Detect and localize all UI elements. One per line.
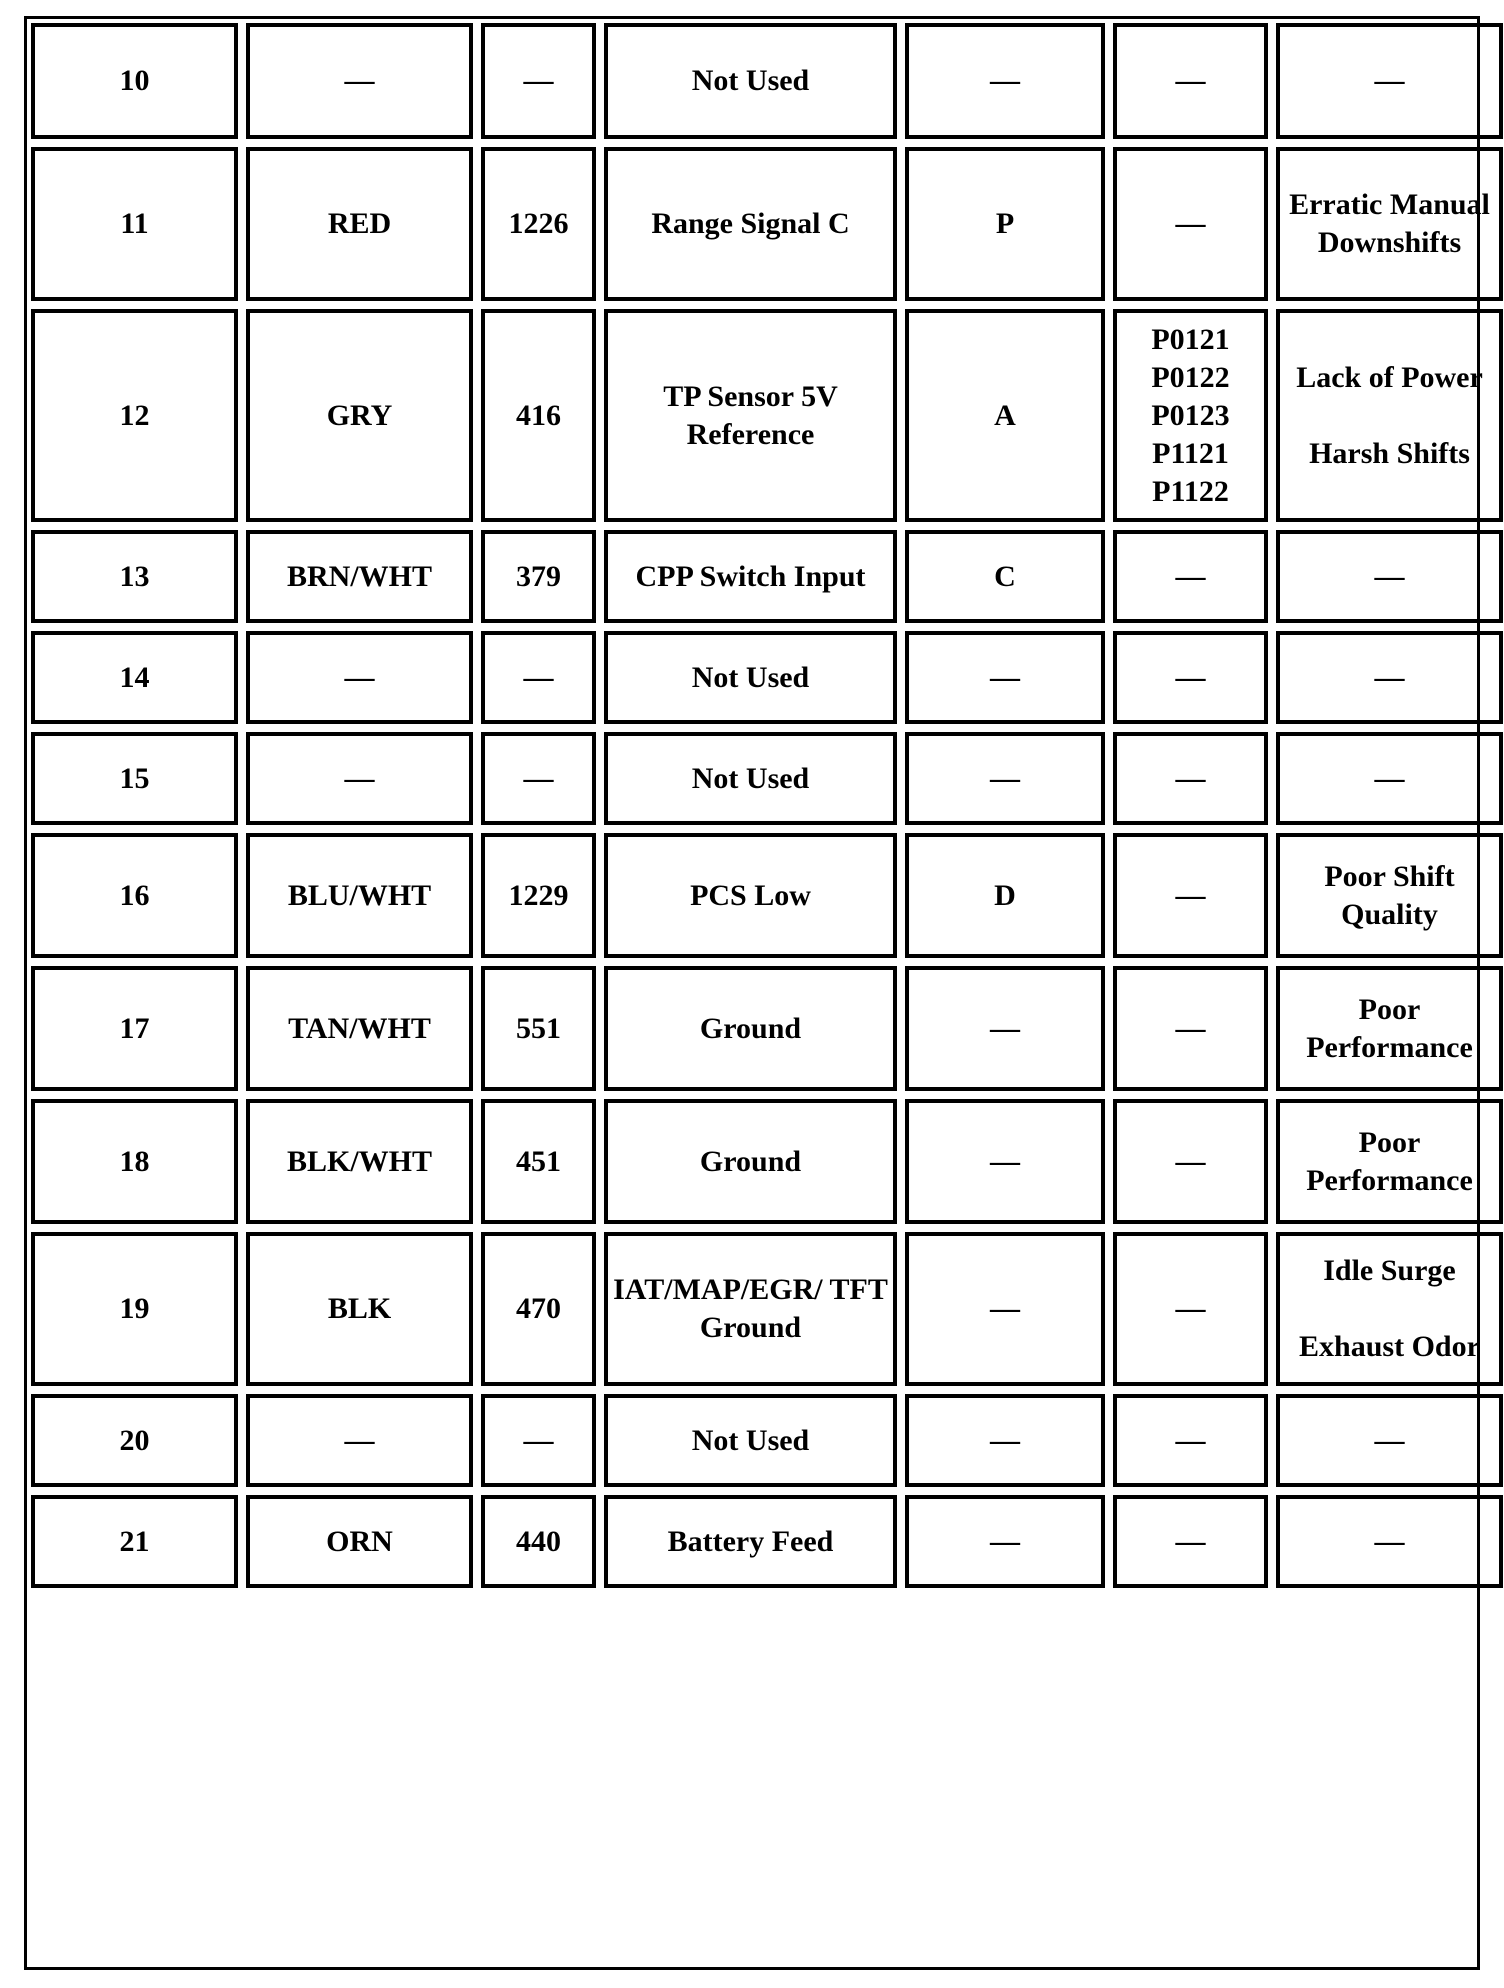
dtc-cell-line: —: [1175, 660, 1206, 694]
pin-cell: 10: [31, 23, 238, 139]
circuit-number-cell: 451: [481, 1099, 596, 1224]
function-cell: Not Used: [604, 23, 897, 139]
dtc-cell: [1113, 147, 1268, 301]
symptom-cell-line: Lack of Power: [1296, 360, 1483, 394]
wire-color-cell: GRY: [246, 309, 473, 522]
wire-color-cell: ORN: [246, 1495, 473, 1588]
symptom-cell: [1276, 1394, 1503, 1487]
symptom-cell-line: Poor Performance: [1306, 992, 1473, 1064]
connector-cell: C: [905, 530, 1105, 623]
dtc-cell-line: —: [1175, 761, 1206, 795]
table-row: [31, 23, 1503, 139]
connector-cell: —: [905, 966, 1105, 1091]
function-cell: Ground: [604, 966, 897, 1091]
table-row: [31, 309, 1503, 522]
circuit-number-cell: —: [481, 23, 596, 139]
wire-color-cell: RED: [246, 147, 473, 301]
dtc-cell: [1113, 1099, 1268, 1224]
pinout-table-frame: [24, 16, 1490, 1970]
pin-cell: 13: [31, 530, 238, 623]
function-cell: CPP Switch Input: [604, 530, 897, 623]
connector-cell: A: [905, 309, 1105, 522]
connector-cell: —: [905, 631, 1105, 724]
connector-cell: —: [905, 732, 1105, 825]
dtc-cell: [1113, 1394, 1268, 1487]
dtc-cell-line: —: [1175, 878, 1206, 912]
pin-cell: 16: [31, 833, 238, 958]
circuit-number-cell: 379: [481, 530, 596, 623]
connector-cell: —: [905, 1099, 1105, 1224]
wire-color-cell: —: [246, 1394, 473, 1487]
dtc-cell-line: P1122: [1152, 474, 1229, 508]
dtc-cell-line: P0121: [1151, 322, 1230, 356]
table-row: [31, 833, 1503, 958]
symptom-cell-line: Harsh Shifts: [1309, 436, 1470, 470]
table-row: [31, 966, 1503, 1091]
function-cell: Not Used: [604, 631, 897, 724]
symptom-cell: [1276, 732, 1503, 825]
symptom-cell: [1276, 631, 1503, 724]
table-row: [31, 1232, 1503, 1386]
connector-cell: D: [905, 833, 1105, 958]
symptom-cell-line: —: [1374, 559, 1405, 593]
table-row: [31, 1394, 1503, 1487]
dtc-cell: [1113, 732, 1268, 825]
pin-cell: 14: [31, 631, 238, 724]
dtc-cell-line: —: [1175, 1524, 1206, 1558]
dtc-cell-line: P0123: [1151, 398, 1230, 432]
dtc-cell-line: —: [1175, 559, 1206, 593]
wire-color-cell: BLK/WHT: [246, 1099, 473, 1224]
circuit-number-cell: —: [481, 1394, 596, 1487]
function-cell: Not Used: [604, 1394, 897, 1487]
dtc-cell-line: —: [1175, 1144, 1206, 1178]
circuit-number-cell: 551: [481, 966, 596, 1091]
dtc-cell-line: P0122: [1151, 360, 1230, 394]
table-row: [31, 732, 1503, 825]
circuit-number-cell: 416: [481, 309, 596, 522]
pin-cell: 11: [31, 147, 238, 301]
pin-cell: 20: [31, 1394, 238, 1487]
circuit-number-cell: —: [481, 631, 596, 724]
wire-color-cell: TAN/WHT: [246, 966, 473, 1091]
symptom-cell-line: —: [1374, 1524, 1405, 1558]
table-row: [31, 1099, 1503, 1224]
circuit-number-cell: 1229: [481, 833, 596, 958]
symptom-cell: [1276, 833, 1503, 958]
dtc-cell: [1113, 530, 1268, 623]
dtc-cell: [1113, 833, 1268, 958]
symptom-cell: [1276, 309, 1503, 522]
dtc-cell-line: —: [1175, 1423, 1206, 1457]
pin-cell: 17: [31, 966, 238, 1091]
symptom-cell-line: Poor Performance: [1306, 1125, 1473, 1197]
table-body: [31, 23, 1503, 1588]
pinout-table: [23, 15, 1504, 1596]
dtc-cell: [1113, 1495, 1268, 1588]
dtc-cell: [1113, 631, 1268, 724]
pin-cell: 12: [31, 309, 238, 522]
symptom-cell: [1276, 966, 1503, 1091]
connector-cell: —: [905, 23, 1105, 139]
wire-color-cell: —: [246, 732, 473, 825]
table-row: [31, 631, 1503, 724]
circuit-number-cell: 470: [481, 1232, 596, 1386]
connector-cell: —: [905, 1495, 1105, 1588]
dtc-cell-line: P1121: [1152, 436, 1229, 470]
pin-cell: 18: [31, 1099, 238, 1224]
dtc-cell: [1113, 309, 1268, 522]
wire-color-cell: BRN/WHT: [246, 530, 473, 623]
symptom-cell-line: Poor Shift Quality: [1324, 859, 1455, 931]
connector-cell: —: [905, 1232, 1105, 1386]
function-cell: Range Signal C: [604, 147, 897, 301]
wire-color-cell: BLU/WHT: [246, 833, 473, 958]
symptom-cell-line: —: [1374, 1423, 1405, 1457]
dtc-cell-line: —: [1175, 1292, 1206, 1325]
wire-color-cell: —: [246, 23, 473, 139]
symptom-cell-line: Erratic Manual Downshifts: [1289, 188, 1490, 259]
function-cell: Battery Feed: [604, 1495, 897, 1588]
symptom-cell-line: —: [1374, 660, 1405, 694]
symptom-cell-line: Exhaust Odor: [1299, 1330, 1480, 1363]
function-cell: PCS Low: [604, 833, 897, 958]
symptom-cell: [1276, 147, 1503, 301]
symptom-cell: [1276, 1495, 1503, 1588]
circuit-number-cell: —: [481, 732, 596, 825]
table-row: [31, 530, 1503, 623]
function-cell: TP Sensor 5V Reference: [604, 309, 897, 522]
dtc-cell-line: —: [1175, 64, 1206, 97]
dtc-cell-line: —: [1175, 207, 1206, 240]
function-cell: Ground: [604, 1099, 897, 1224]
connector-cell: P: [905, 147, 1105, 301]
dtc-cell: [1113, 1232, 1268, 1386]
table-row: [31, 147, 1503, 301]
circuit-number-cell: 1226: [481, 147, 596, 301]
pin-cell: 19: [31, 1232, 238, 1386]
wire-color-cell: BLK: [246, 1232, 473, 1386]
symptom-cell: [1276, 1099, 1503, 1224]
symptom-cell: [1276, 530, 1503, 623]
symptom-cell: [1276, 23, 1503, 139]
pin-cell: 15: [31, 732, 238, 825]
pin-cell: 21: [31, 1495, 238, 1588]
function-cell: IAT/MAP/EGR/ TFT Ground: [604, 1232, 897, 1386]
dtc-cell-line: —: [1175, 1011, 1206, 1045]
symptom-cell-line: Idle Surge: [1323, 1254, 1456, 1287]
symptom-cell: [1276, 1232, 1503, 1386]
symptom-cell-line: —: [1374, 761, 1405, 795]
function-cell: Not Used: [604, 732, 897, 825]
connector-cell: —: [905, 1394, 1105, 1487]
dtc-cell: [1113, 23, 1268, 139]
dtc-cell: [1113, 966, 1268, 1091]
circuit-number-cell: 440: [481, 1495, 596, 1588]
wire-color-cell: —: [246, 631, 473, 724]
table-row: [31, 1495, 1503, 1588]
symptom-cell-line: —: [1374, 64, 1405, 97]
